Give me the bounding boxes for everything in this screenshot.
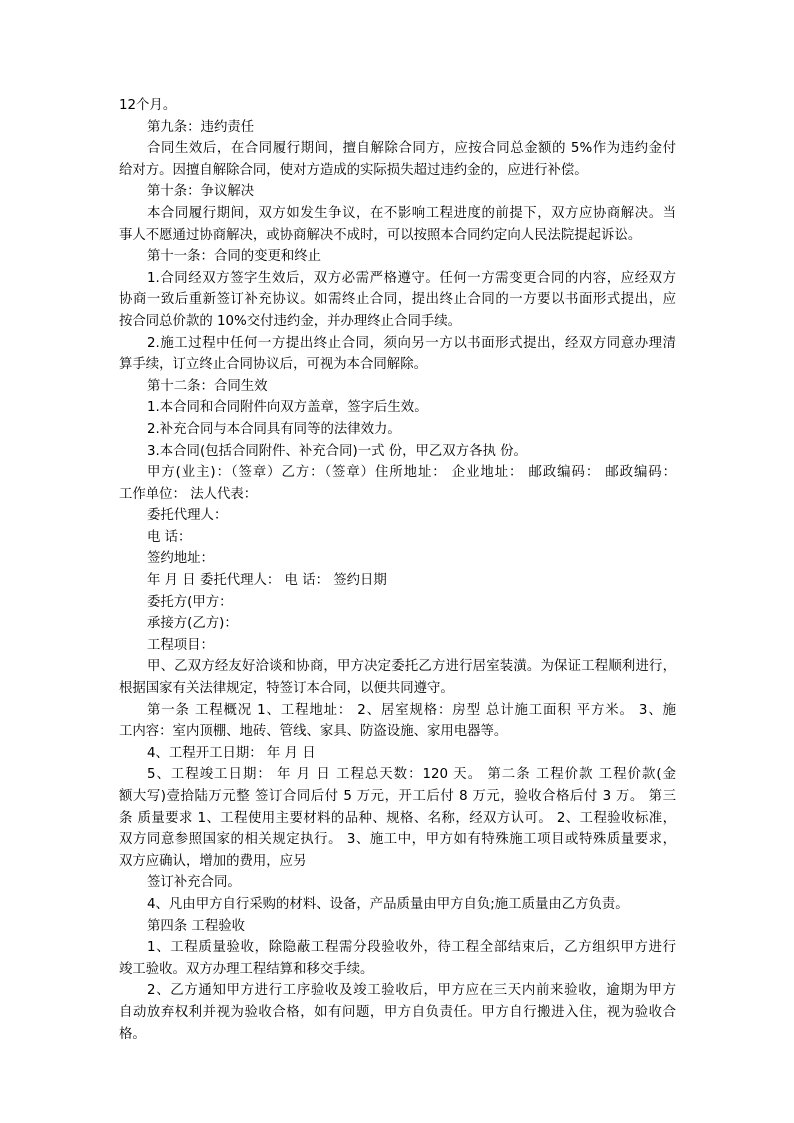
text-line: 额大写)壹拾陆万元整 签订合同后付 5 万元，开工后付 8 万元，验收合格后付 3 万。 第三 [119, 789, 676, 804]
text-line: 双方应确认，增加的费用，应另 [119, 853, 307, 869]
text-line: 4、工程开工日期： 年 月 日 [147, 745, 316, 761]
text-line: 年 月 日 委托代理人： 电 话： 签约日期 [147, 573, 387, 589]
text-line: 本合同履行期间，双方如发生争议，在不影响工程进度的前提下，双方应协商解决。当 [147, 205, 676, 221]
text-line: 甲、乙双方经友好洽谈和协商，甲方决定委托乙方进行居室装潢。为保证工程顺利进行， [147, 659, 676, 675]
text-line: 4、凡由甲方自行采购的材料、设备，产品质量由甲方自负;施工质量由乙方负责。 [147, 896, 629, 912]
text-line: 委托代理人： [147, 508, 228, 524]
text-line: 2.施工过程中任何一方提出终止合同，须向另一方以书面形式提出，经双方同意办理清 [147, 335, 676, 351]
text-line: 自动放弃权利并视为验收合格，如有问题，甲方自负责任。甲方自行搬进入住，视为验收合 [119, 1004, 676, 1020]
text-line: 1.本合同和合同附件向双方盖章，签字后生效。 [147, 400, 428, 416]
text-line: 竣工验收。双方办理工程结算和移交手续。 [119, 961, 374, 977]
document-body [119, 95, 676, 1045]
text-line: 委托方(甲方： [147, 594, 233, 610]
text-line: 第九条：违约责任 [147, 119, 255, 135]
text-line: 电 话： [147, 529, 192, 545]
text-line: 签约地址： [147, 551, 214, 567]
text-line: 2.补充合同与本合同具有同等的法律效力。 [147, 421, 401, 437]
text-line: 算手续，订立终止合同协议后，可视为本合同解除。 [119, 357, 427, 373]
text-line: 双方同意参照国家的相关规定执行。 3、施工中，甲方如有特殊施工项目或特殊质量要求， [119, 832, 676, 848]
text-line: 1.合同经双方签字生效后，双方必需严格遵守。任何一方需变更合同的内容，应经双方 [147, 270, 676, 286]
text-line: 第四条 工程验收 [147, 918, 245, 934]
text-line: 根据国家有关法律规定，特签订本合同，以便共同遵守。 [119, 681, 454, 697]
text-line: 第一条 工程概况 1、工程地址： 2、居室规格：房型 总计施工面积 平方米。 3、施 [147, 702, 676, 718]
text-line: 1、工程质量验收，除隐蔽工程需分段验收外，待工程全部结束后，乙方组织甲方进行 [147, 940, 676, 956]
text-line: 2、乙方通知甲方进行工序验收及竣工验收后，甲方应在三天内前来验收，逾期为甲方 [147, 983, 676, 999]
text-line: 第十条：争议解决 [147, 184, 255, 200]
text-line: 工程项目： [147, 637, 214, 653]
text-line: 甲方(业主)：（签章）乙方：（签章）住所地址： 企业地址： 邮政编码： 邮政编码： [147, 465, 676, 481]
text-line: 工内容：室内顶棚、地砖、管线、家具、防盗设施、家用电器等。 [119, 724, 508, 740]
text-line: 格。 [119, 1026, 146, 1042]
text-line: 给对方。因擅自解除合同，使对方造成的实际损失超过违约金的，应进行补偿。 [119, 162, 588, 178]
text-line: 12个月。 [119, 98, 177, 113]
text-line: 条 质量要求 1、工程使用主要材料的品种、规格、名称，经双方认可。 2、工程验收标准， [119, 810, 676, 826]
text-line: 协商一致后重新签订补充协议。如需终止合同，提出终止合同的一方要以书面形式提出，应 [119, 292, 676, 308]
text-line: 3.本合同(包括合同附件、补充合同)一式 份，甲乙双方各执 份。 [147, 443, 527, 459]
text-line: 第十一条：合同的变更和终止 [147, 249, 322, 265]
text-line: 工作单位： 法人代表： [119, 486, 258, 502]
text-line: 5、工程竣工日期： 年 月 日 工程总天数：120 天。 第二条 工程价款 工程价款(金 [147, 767, 676, 783]
text-line: 事人不愿通过协商解决，或协商解决不成时，可以按照本合同约定向人民法院提起诉讼。 [119, 227, 642, 243]
text-line: 合同生效后，在合同履行期间，擅自解除合同方，应按合同总金额的 5%作为违约金付 [147, 141, 676, 157]
text-line: 按合同总价款的 10%交付违约金，并办理终止合同手续。 [119, 313, 462, 329]
text-line: 第十二条：合同生效 [147, 378, 268, 394]
text-line: 承接方(乙方)： [147, 616, 238, 632]
text-line: 签订补充合同。 [147, 875, 241, 891]
